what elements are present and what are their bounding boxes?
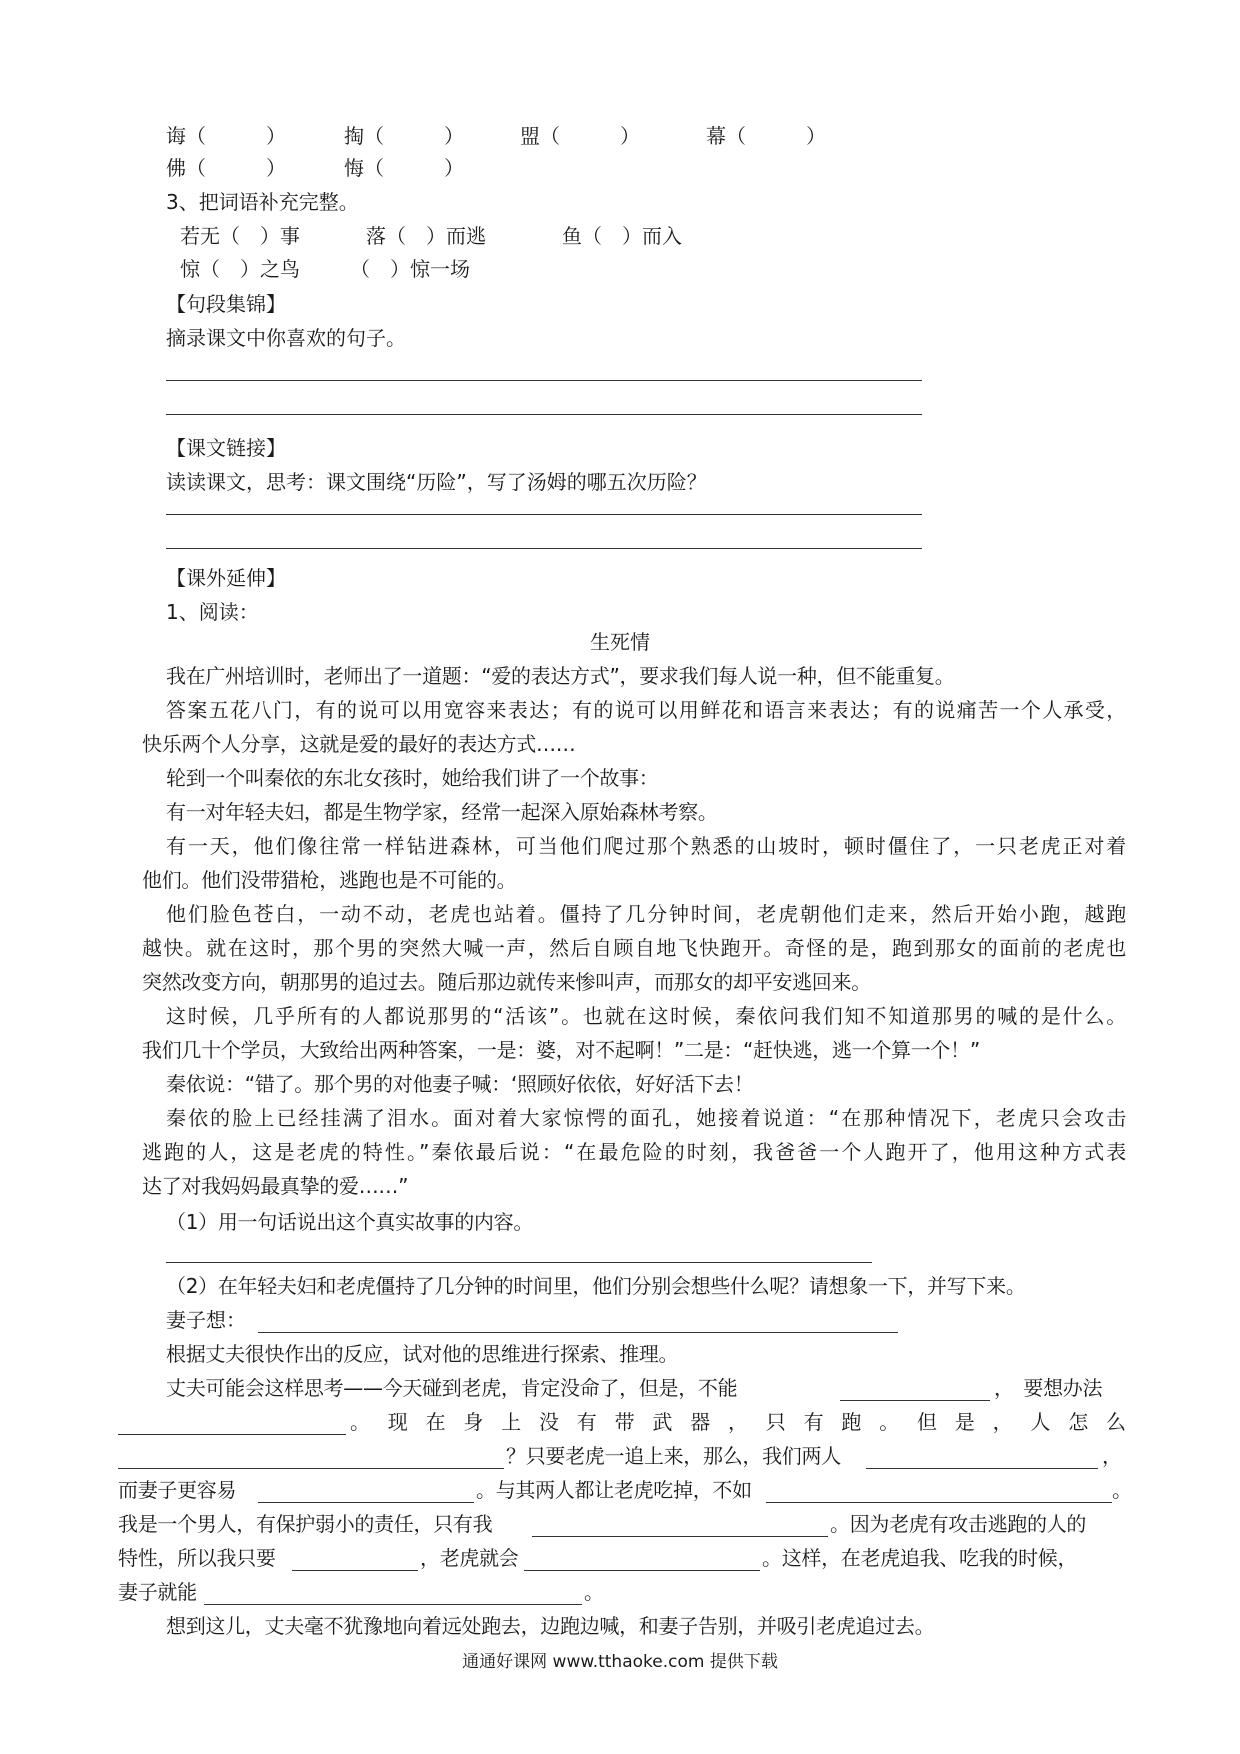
answer-line[interactable]: [166, 548, 922, 549]
fill-text: 妻子就能: [118, 1580, 197, 1604]
fill-text: ？只要老虎一追上来，那么，我们两人: [506, 1444, 841, 1468]
section-heading: 【句段集锦】: [166, 292, 286, 316]
fill-blank[interactable]: [524, 1570, 760, 1571]
story-title: 生死情: [590, 630, 650, 654]
fill-text: 。与其两人都让老虎吃掉，不如: [476, 1478, 752, 1502]
reading-label: 1、阅读：: [166, 600, 259, 624]
story-paragraph: 逃跑的人，这是老虎的特性。”秦依最后说：“在最危险的时刻，我爸爸一个人跑开了，他用这种方式表: [142, 1140, 1126, 1164]
story-paragraph: 有一天，他们像往常一样钻进森林，可当他们爬过那个熟悉的山坡时，顿时僵住了，一只老虎正对着: [166, 834, 1126, 858]
story-paragraph: 秦依说：“错了。那个男的对他妻子喊：‘照顾好依依，好好活下去！: [166, 1072, 754, 1096]
question-1: （1）用一句话说出这个真实故事的内容。: [166, 1210, 534, 1234]
answer-line[interactable]: [166, 414, 922, 415]
fill-text: 而妻子更容易: [118, 1478, 237, 1502]
story-paragraph: 他们脸色苍白，一动不动，老虎也站着。僵持了几分钟时间，老虎朝他们走来，然后开始小跑，越跑: [166, 902, 1126, 926]
story-paragraph: 这时候，几乎所有的人都说那男的“活该”。也就在这时候，秦依问我们知不知道那男的喊的是什么。: [166, 1004, 1126, 1028]
char-item: 幕（ ）: [706, 124, 826, 148]
story-paragraph: 突然改变方向，朝那男的追过去。随后那边就传来惨叫声，而那女的却平安逃回来。: [142, 970, 871, 994]
fill-blank[interactable]: [292, 1570, 418, 1571]
story-paragraph: 我在广州培训时，老师出了一道题：“爱的表达方式”，要求我们每人说一种，但不能重复。: [166, 664, 955, 688]
section-heading: 【课文链接】: [166, 436, 286, 460]
section-prompt: 读读课文，思考：课文围绕“历险”，写了汤姆的哪五次历险？: [166, 470, 707, 494]
fill-text: 。因为老虎有攻击逃跑的人的: [830, 1512, 1087, 1536]
story-paragraph: 他们。他们没带猎枪，逃跑也是不可能的。: [142, 868, 517, 892]
fill-blank[interactable]: [532, 1536, 828, 1537]
fill-blank[interactable]: [258, 1502, 474, 1503]
fill-text: 。: [584, 1580, 604, 1604]
idiom-item: （ ）惊一场: [350, 257, 470, 281]
char-item: 悔（ ）: [344, 156, 464, 180]
fill-blank[interactable]: [766, 1502, 1112, 1503]
char-item: 掏（ ）: [344, 124, 464, 148]
story-ending: 想到这儿，丈夫毫不犹豫地向着远处跑去，边跑边喊，和妻子告别，并吸引老虎追过去。: [166, 1614, 935, 1638]
fill-blank[interactable]: [866, 1468, 1098, 1469]
fill-blank[interactable]: [204, 1604, 582, 1605]
wife-answer-line[interactable]: [258, 1332, 898, 1333]
fill-text: 。: [1112, 1478, 1132, 1502]
fill-blank[interactable]: [840, 1400, 990, 1401]
fill-text: 特性，所以我只要: [118, 1546, 276, 1570]
story-paragraph: 我们几十个学员，大致给出两种答案，一是：婆，对不起啊！”二是：“赶快逃，逃一个算一个！”: [142, 1038, 980, 1062]
answer-line[interactable]: [166, 514, 922, 515]
answer-line[interactable]: [166, 380, 922, 381]
fill-text: 我是一个男人，有保护弱小的责任，只有我: [118, 1512, 493, 1536]
section-heading: 【课外延伸】: [166, 566, 286, 590]
section-prompt: 摘录课文中你喜欢的句子。: [166, 326, 406, 350]
wife-thinks-label: 妻子想：: [166, 1308, 246, 1332]
fill-text: ，老虎就会: [420, 1546, 519, 1570]
story-paragraph: 秦依的脸上已经挂满了泪水。面对着大家惊愕的面孔，她接着说道：“在那种情况下，老虎只会攻击: [166, 1106, 1126, 1130]
inference-prompt: 根据丈夫很快作出的反应，试对他的思维进行探索、推理。: [166, 1342, 679, 1366]
fill-text: ， 要想办法: [994, 1376, 1103, 1400]
idiom-item: 若无（ ）事: [180, 224, 300, 248]
char-item: 盟（ ）: [520, 124, 640, 148]
idiom-item: 鱼（ ）而入: [562, 224, 682, 248]
idiom-item: 落（ ）而逃: [366, 224, 486, 248]
char-item: 佛（ ）: [166, 156, 286, 180]
answer-line[interactable]: [166, 1262, 872, 1263]
story-paragraph: 越快。就在这时，那个男的突然大喊一声，然后自顾自地飞快跑开。奇怪的是，跑到那女的面前的老虎也: [142, 936, 1126, 960]
story-paragraph: 答案五花八门，有的说可以用宽容来表达；有的说可以用鲜花和语言来表达；有的说痛苦一个人承受，: [166, 698, 1126, 722]
fill-text: 。现在身上没有带武器，只有跑。但是，人怎么: [350, 1410, 1126, 1434]
story-paragraph: 有一对年轻夫妇，都是生物学家，经常一起深入原始森林考察。: [166, 800, 718, 824]
page-footer: 通通好课网 www.tthaoke.com 提供下载: [462, 1652, 778, 1672]
fill-text: ，: [1102, 1444, 1122, 1468]
fill-text: 。这样，在老虎追我、吃我的时候，: [762, 1546, 1078, 1570]
char-item: 诲（ ）: [166, 124, 286, 148]
story-paragraph: 达了对我妈妈最真挚的爱……”: [142, 1174, 409, 1198]
q3-heading: 3、把词语补充完整。: [166, 190, 359, 214]
fill-text: 丈夫可能会这样思考——今天碰到老虎，肯定没命了，但是，不能: [166, 1376, 738, 1400]
fill-blank[interactable]: [118, 1468, 504, 1469]
idiom-item: 惊（ ）之鸟: [180, 257, 300, 281]
story-paragraph: 轮到一个叫秦依的东北女孩时，她给我们讲了一个故事：: [166, 766, 659, 790]
story-paragraph: 快乐两个人分享，这就是爱的最好的表达方式……: [142, 732, 576, 756]
question-2: （2）在年轻夫妇和老虎僵持了几分钟的时间里，他们分别会想些什么呢？请想象一下，并写下来。: [166, 1274, 1026, 1298]
fill-blank[interactable]: [118, 1434, 346, 1435]
